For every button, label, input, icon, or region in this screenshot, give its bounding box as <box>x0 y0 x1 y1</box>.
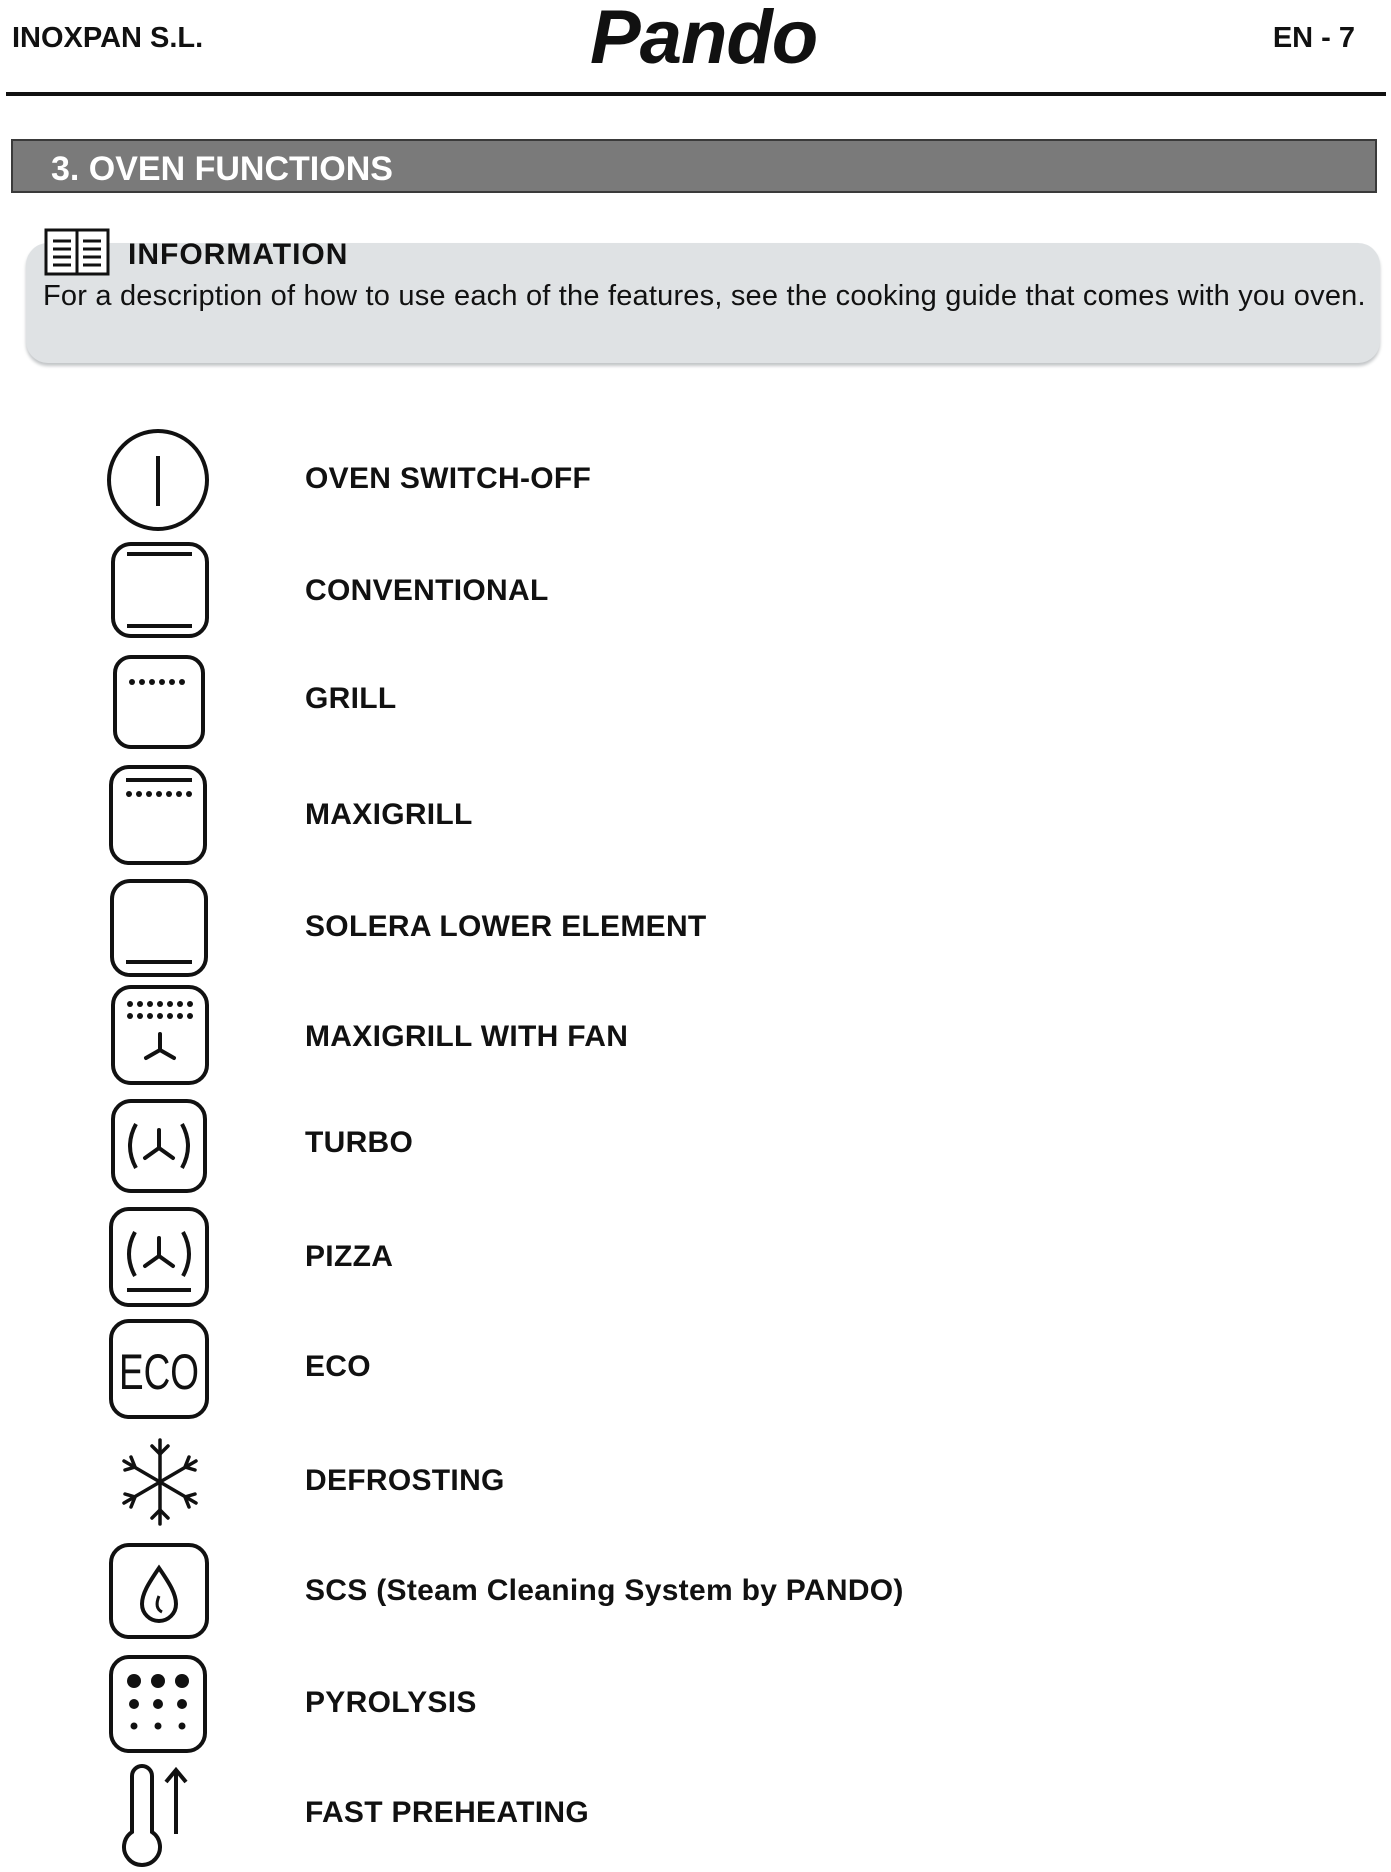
function-label: PYROLYSIS <box>305 1686 477 1719</box>
function-row-defrosting <box>0 1432 1391 1532</box>
function-row-maxigrill <box>0 764 1391 864</box>
information-text: For a description of how to use each of the features, see the cooking guide that comes with you oven. <box>43 280 1366 312</box>
thermometer-up-icon <box>102 1762 214 1872</box>
function-label: CONVENTIONAL <box>305 574 549 607</box>
function-row-pizza <box>0 1206 1391 1306</box>
header-divider <box>6 92 1386 96</box>
page-number: EN - 7 <box>1272 22 1355 54</box>
maxigrill-fan-icon <box>102 984 214 1094</box>
water-drop-icon <box>102 1542 214 1652</box>
function-row-eco <box>0 1318 1391 1418</box>
function-row-switch-off <box>0 428 1391 528</box>
function-label: MAXIGRILL <box>305 798 473 831</box>
maxigrill-icon <box>102 764 214 874</box>
function-label: TURBO <box>305 1126 414 1159</box>
section-title: 3. OVEN FUNCTIONS <box>51 150 393 188</box>
lower-element-icon <box>102 878 214 988</box>
function-row-turbo <box>0 1098 1391 1198</box>
function-label: FAST PREHEATING <box>305 1796 589 1829</box>
conventional-icon <box>102 540 214 650</box>
function-label: SOLERA LOWER ELEMENT <box>305 910 707 943</box>
function-label: ECO <box>305 1350 371 1383</box>
function-label: OVEN SWITCH-OFF <box>305 462 592 495</box>
function-label: GRILL <box>305 682 397 715</box>
pyrolysis-icon <box>102 1654 214 1764</box>
function-row-conventional <box>0 540 1391 640</box>
page-header <box>0 0 1391 100</box>
information-title: INFORMATION <box>128 238 349 271</box>
function-row-fast-preheating <box>0 1762 1391 1862</box>
power-off-icon <box>102 428 214 538</box>
function-row-lower-element <box>0 878 1391 978</box>
function-label: MAXIGRILL WITH FAN <box>305 1020 629 1053</box>
company-name: INOXPAN S.L. <box>12 22 204 54</box>
function-label: DEFROSTING <box>305 1464 505 1497</box>
grill-icon <box>102 654 214 764</box>
book-icon <box>44 226 110 278</box>
eco-icon <box>102 1318 214 1428</box>
section-heading-bar <box>11 139 1377 193</box>
function-label: SCS (Steam Cleaning System by PANDO) <box>305 1574 904 1607</box>
function-row-grill <box>0 654 1391 754</box>
function-row-steam-cleaning <box>0 1542 1391 1642</box>
function-row-maxigrill-fan <box>0 984 1391 1084</box>
function-label: PIZZA <box>305 1240 394 1273</box>
function-row-pyrolysis <box>0 1654 1391 1754</box>
pizza-icon <box>102 1206 214 1316</box>
svg-text:ECO: ECO <box>119 1344 199 1400</box>
turbo-fan-icon <box>102 1098 214 1208</box>
snowflake-icon <box>102 1432 214 1542</box>
brand-logo: Pando <box>590 0 818 80</box>
